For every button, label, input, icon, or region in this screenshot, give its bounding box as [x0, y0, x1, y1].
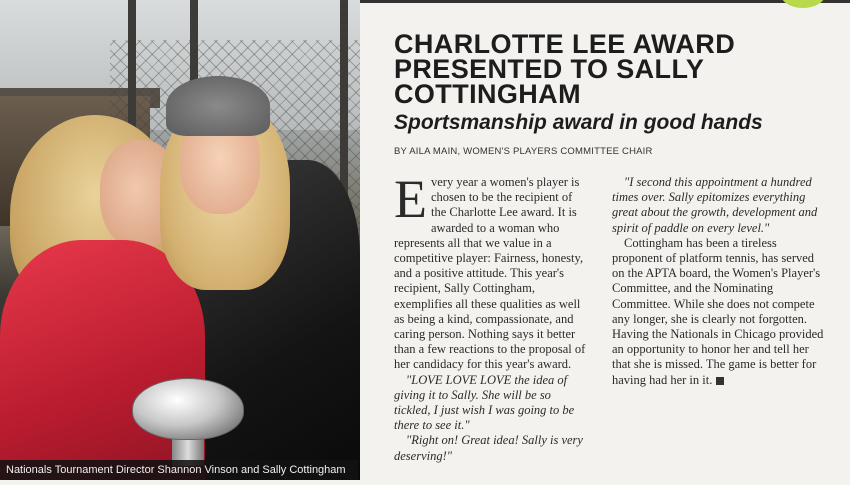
article-byline: BY AILA MAIN, WOMEN'S PLAYERS COMMITTEE CHAIR	[394, 146, 653, 157]
top-rule	[360, 0, 850, 3]
article-headline: CHARLOTTE LEE AWARD PRESENTED TO SALLY COTTINGHAM	[394, 29, 736, 109]
photo-caption: Nationals Tournament Director Shannon Vinson and Sally Cottingham	[0, 460, 358, 480]
photo-trophy-bowl	[132, 378, 244, 440]
end-of-article-square-icon	[716, 377, 724, 385]
article-subtitle: Sportsmanship award in good hands	[394, 111, 763, 134]
paragraph-1-text: very year a women's player is chosen to be the recipient of the Charlotte Lee award. It is awarded to a woman who represents all that we value in a competitive player: Fairness, honesty, and a positive attitude. This year's recipient, Sally Cottingham, exemplifies all these qualities as well as being a kind, compassionate, and caring person. Nothing says it better than a few reactions to the proposal of her candidacy for this year's award.	[394, 175, 586, 372]
quote-2: "Right on! Great idea! Sally is very deserving!"	[394, 433, 583, 463]
article-paragraph-2	[612, 236, 824, 388]
quote-1: "LOVE LOVE LOVE the idea of giving it to Sally. She will be so tickled, I just wish I was going to be there to see it."	[394, 372, 575, 433]
article-paragraph-1	[394, 169, 590, 373]
photo-person-right-hat	[166, 76, 270, 136]
article-column-1	[394, 169, 590, 464]
corner-tab	[780, 0, 826, 8]
quote-3: "I second this appointment a hundred times over. Sally epitomizes everything great about the growth, development and spirit of paddle on every level."	[612, 175, 818, 235]
article-column-2	[612, 175, 824, 388]
article-photo	[0, 0, 360, 480]
paragraph-2-text: Cottingham has been a tireless proponent of platform tennis, has served on the APTA board, the Women's Player's Committee, and the Nominating Committee. While she does not compete any longer, she is clearly not forgotten. Having the Nationals in Chicago provided an opportunity to honor her and tell her that she is missed. The game is better for having had her in it.	[612, 235, 824, 387]
drop-cap: E	[394, 169, 427, 229]
